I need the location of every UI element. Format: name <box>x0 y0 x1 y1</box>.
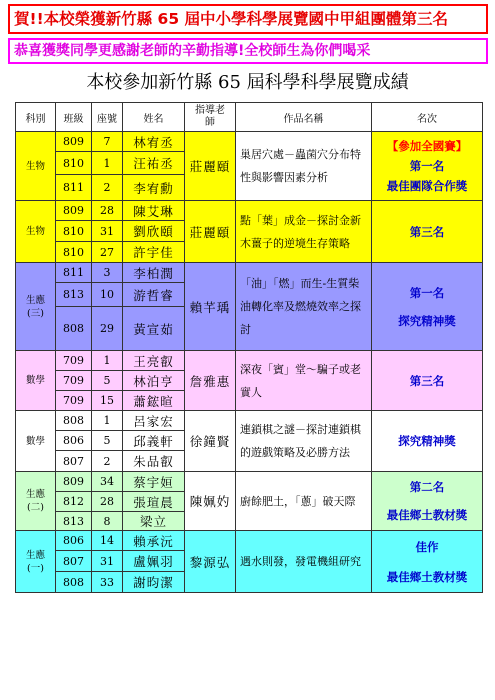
seat-cell: 5 <box>92 431 123 451</box>
table-row <box>16 263 483 283</box>
student-name-cell: 劉欣頤 <box>123 221 185 242</box>
class-cell: 809 <box>56 472 92 492</box>
header-seat: 座號 <box>92 103 123 132</box>
student-name-cell: 王亮叡 <box>123 351 185 371</box>
teacher-cell: 莊麗頤 <box>185 132 236 201</box>
rank-cell <box>372 531 483 593</box>
table-row <box>16 411 483 431</box>
rank-line: 第二名 <box>409 480 445 494</box>
seat-cell: 14 <box>92 531 123 551</box>
teacher-cell: 賴芊瑀 <box>185 263 236 351</box>
class-cell: 808 <box>56 411 92 431</box>
class-cell: 808 <box>56 572 92 593</box>
class-cell: 709 <box>56 351 92 371</box>
class-cell: 807 <box>56 451 92 472</box>
student-name-cell: 蕭鋐暄 <box>123 391 185 411</box>
student-name-cell: 盧姵羽 <box>123 551 185 572</box>
table-header-row <box>16 103 483 132</box>
work-title-cell: 廚餘肥土，「蔥」破天際 <box>236 472 372 531</box>
page-title: 本校參加新竹縣 65 屆科學科學展覽成績 <box>86 72 409 93</box>
table-row <box>16 201 483 221</box>
subject-cell: 生物 <box>16 201 56 263</box>
rank-line: 最佳鄉土教材獎 <box>386 508 468 522</box>
class-cell: 813 <box>56 283 92 307</box>
rank-cell <box>372 411 483 472</box>
rank-cell <box>372 263 483 351</box>
rank-line: 第一名 <box>409 285 445 300</box>
seat-cell: 10 <box>92 283 123 307</box>
seat-cell: 28 <box>92 201 123 221</box>
class-cell: 709 <box>56 391 92 411</box>
work-title-cell: 深夜「賓」堂～騙子或老實人 <box>236 351 372 411</box>
award-banner: 賀!!本校榮獲新竹縣 65 屆中小學科學展覽國中甲組團體第三名 <box>8 4 488 34</box>
teacher-cell: 莊麗頤 <box>185 201 236 263</box>
subject-cell: 數學 <box>16 351 56 411</box>
work-title-cell: 點「葉」成金－探討金新木薑子的逆境生存策略 <box>236 201 372 263</box>
class-cell: 813 <box>56 512 92 531</box>
student-name-cell: 呂家宏 <box>123 411 185 431</box>
table-row <box>16 531 483 551</box>
seat-cell: 28 <box>92 492 123 512</box>
table-row <box>16 351 483 371</box>
header-work: 作品名稱 <box>236 103 372 132</box>
subject-cell: 生物 <box>16 132 56 201</box>
class-cell: 811 <box>56 263 92 283</box>
class-cell: 810 <box>56 152 92 175</box>
subject-cell: 生應(一) <box>16 531 56 593</box>
teacher-cell: 黎源弘 <box>185 531 236 593</box>
rank-line: 最佳團隊合作獎 <box>386 179 468 193</box>
seat-cell: 34 <box>92 472 123 492</box>
class-cell: 709 <box>56 371 92 391</box>
seat-cell: 2 <box>92 451 123 472</box>
student-name-cell: 李柏潤 <box>123 263 185 283</box>
student-name-cell: 許宇佳 <box>123 242 185 263</box>
seat-cell: 31 <box>92 551 123 572</box>
seat-cell: 29 <box>92 307 123 351</box>
rank-cell <box>372 132 483 201</box>
rank-line: 第三名 <box>409 373 445 388</box>
subject-cell: 生應(二) <box>16 472 56 531</box>
rank-cell <box>372 472 483 531</box>
student-name-cell: 邱義軒 <box>123 431 185 451</box>
student-name-cell: 蔡宇姮 <box>123 472 185 492</box>
seat-cell: 27 <box>92 242 123 263</box>
student-name-cell: 林宥丞 <box>123 132 185 152</box>
seat-cell: 1 <box>92 351 123 371</box>
class-cell: 807 <box>56 551 92 572</box>
student-name-cell: 張瑄晨 <box>123 492 185 512</box>
class-cell: 810 <box>56 221 92 242</box>
rank-line: 第一名 <box>409 159 445 173</box>
student-name-cell: 汪祐丞 <box>123 152 185 175</box>
seat-cell: 8 <box>92 512 123 531</box>
class-cell: 809 <box>56 201 92 221</box>
student-name-cell: 賴承沅 <box>123 531 185 551</box>
rank-line: 【參加全國賽】 <box>386 139 468 153</box>
class-cell: 812 <box>56 492 92 512</box>
table-row <box>16 132 483 152</box>
student-name-cell: 梁立 <box>123 512 185 531</box>
seat-cell: 15 <box>92 391 123 411</box>
student-name-cell: 李宥勳 <box>123 175 185 201</box>
work-title-cell: 「油」「燃」而生-生質柴油轉化率及燃燒效率之探討 <box>236 263 372 351</box>
class-cell: 811 <box>56 175 92 201</box>
teacher-cell: 陳姵妁 <box>185 472 236 531</box>
student-name-cell: 陳艾琳 <box>123 201 185 221</box>
seat-cell: 1 <box>92 152 123 175</box>
rank-cell <box>372 351 483 411</box>
table-row <box>16 472 483 492</box>
seat-cell: 33 <box>92 572 123 593</box>
seat-cell: 3 <box>92 263 123 283</box>
header-name: 姓名 <box>123 103 185 132</box>
teacher-cell: 徐鐘賢 <box>185 411 236 472</box>
header-class: 班級 <box>56 103 92 132</box>
subject-cell: 數學 <box>16 411 56 472</box>
rank-cell <box>372 201 483 263</box>
congratulations-banner: 恭喜獲獎同學更感謝老師的辛勤指導!全校師生為你們喝采 <box>8 38 488 64</box>
student-name-cell: 游哲睿 <box>123 283 185 307</box>
student-name-cell: 朱品叡 <box>123 451 185 472</box>
rank-line: 最佳鄉土教材獎 <box>386 569 468 584</box>
work-title-cell: 巢居穴處－蟲菌穴分布特性與影響因素分析 <box>236 132 372 201</box>
seat-cell: 7 <box>92 132 123 152</box>
work-title-cell: 連鎖棋之謎－探討連鎖棋的遊戲策略及必勝方法 <box>236 411 372 472</box>
work-title-cell: 遇水則發，發電機組研究 <box>236 531 372 593</box>
student-name-cell: 謝昀潔 <box>123 572 185 593</box>
seat-cell: 1 <box>92 411 123 431</box>
rank-line: 探究精神獎 <box>398 434 456 448</box>
subject-cell: 生應(三) <box>16 263 56 351</box>
class-cell: 806 <box>56 531 92 551</box>
class-cell: 809 <box>56 132 92 152</box>
teacher-cell: 詹雅惠 <box>185 351 236 411</box>
header-rank: 名次 <box>372 103 483 132</box>
student-name-cell: 林泊亨 <box>123 371 185 391</box>
student-name-cell: 黃宣茹 <box>123 307 185 351</box>
rank-line: 佳作 <box>415 539 439 554</box>
rank-line: 第三名 <box>409 224 445 239</box>
rank-line: 探究精神獎 <box>398 313 456 328</box>
results-table <box>15 102 483 593</box>
header-subject: 科別 <box>16 103 56 132</box>
seat-cell: 5 <box>92 371 123 391</box>
class-cell: 806 <box>56 431 92 451</box>
seat-cell: 2 <box>92 175 123 201</box>
class-cell: 810 <box>56 242 92 263</box>
header-teacher: 指導老師 <box>185 103 236 132</box>
seat-cell: 31 <box>92 221 123 242</box>
class-cell: 808 <box>56 307 92 351</box>
